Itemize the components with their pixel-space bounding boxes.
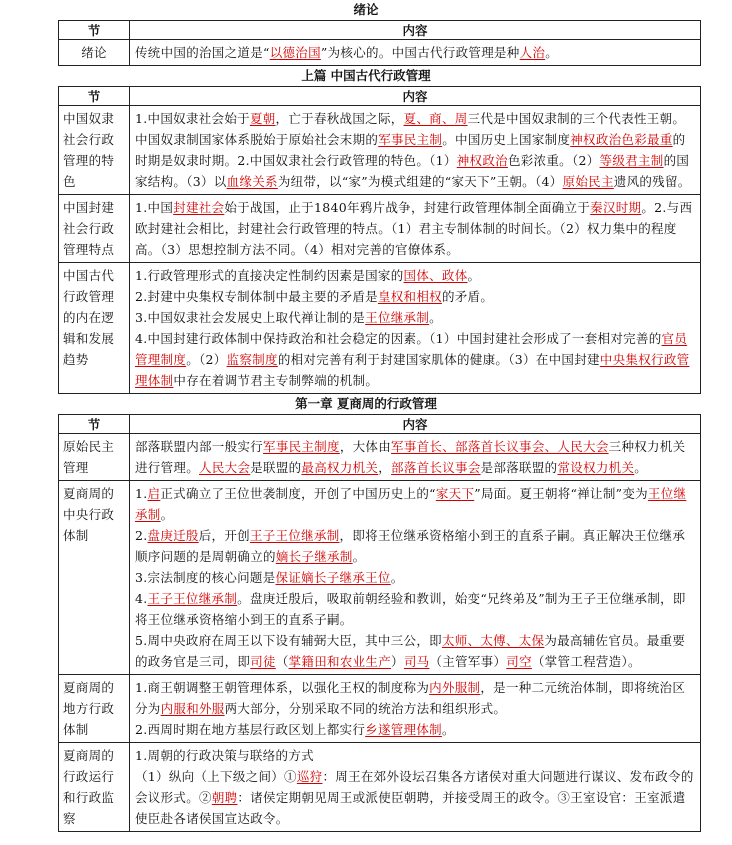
content-text: 。 <box>467 268 481 283</box>
content-paragraph <box>135 286 695 307</box>
content-paragraph <box>135 108 695 192</box>
answer-text: 司徒 <box>250 654 276 669</box>
answer-text: 封建社会 <box>173 200 225 215</box>
content-paragraph <box>135 197 695 260</box>
answer-text: 以德治国 <box>269 45 321 60</box>
table-row <box>59 106 701 195</box>
content-text: 3.宗法制度的核心问题是 <box>135 570 276 585</box>
table-header-row <box>59 87 701 106</box>
answer-text: 神权政治 <box>456 153 508 168</box>
answer-text: 朝聘 <box>211 790 238 805</box>
answer-text: 国体、政体 <box>403 268 468 283</box>
answer-text: 司马 <box>403 654 430 669</box>
content-text: 中存在着调节君主专制弊端的机制。 <box>173 373 379 388</box>
content-text: 5.周中央政府在周王以下设有辅弼大臣，其中三公，即 <box>135 633 442 648</box>
content-paragraph <box>135 307 695 328</box>
answer-text: 部落首长议事会 <box>391 460 481 475</box>
content-text: ， <box>378 460 392 475</box>
content-text: 2.封建中央集权专制体制中最主要的矛盾是 <box>135 289 378 304</box>
answer-text: 人治 <box>519 45 546 60</box>
answer-text: 人民大会 <box>199 460 251 475</box>
content-text: 后，开创 <box>198 528 250 543</box>
section-title: 第一章 夏商周的行政管理 <box>295 396 437 411</box>
table-header-row <box>59 21 701 40</box>
answer-text: 原始民主 <box>562 174 614 189</box>
content-text: 1.中国奴隶社会始于 <box>135 111 250 126</box>
answer-text: 盘庚迁殷 <box>147 528 199 543</box>
answer-text: 最高权力机关 <box>301 460 379 475</box>
answer-text: 家天下 <box>435 486 475 501</box>
table-row <box>59 434 701 481</box>
answer-text: 军事首长、部落首长议事会、人民大会 <box>391 439 609 454</box>
answer-text: 王位继承制 <box>135 486 687 522</box>
section-title: 绪论 <box>353 2 379 17</box>
content-text: （掌管工程营造）。 <box>531 654 641 669</box>
content-paragraph <box>135 588 695 630</box>
answer-text: 王子王位继承制 <box>147 591 238 606</box>
content-text: ，大体由 <box>339 439 392 454</box>
content-paragraph <box>135 483 695 525</box>
content-text: （1）纵向（上下级之间）① <box>135 769 297 784</box>
content-text: 。 <box>390 570 404 585</box>
answer-text: 乡遂管理体制 <box>365 722 442 737</box>
content-paragraph <box>135 745 695 766</box>
content-text: 3.中国奴隶社会发展史上取代禅让制的是 <box>135 310 366 325</box>
answer-text: 官员管理制度 <box>135 331 688 367</box>
section-table <box>58 414 701 832</box>
section-name: 夏商周的地方行政体制 <box>59 675 130 743</box>
column-header-content: 内容 <box>130 415 701 434</box>
column-header-content: 内容 <box>130 87 701 106</box>
section-name: 夏商周的行政运行和行政监察 <box>59 743 130 832</box>
column-header-content: 内容 <box>130 21 701 40</box>
content-text: 2. <box>135 528 148 543</box>
content-text: 传统中国的治国之道是“ <box>135 45 270 60</box>
content-text: 4.中国封建行政体制中保持政治和社会稳定的因素。（1）中国封建社会形成了一套相对完善的 <box>135 331 662 346</box>
table-row <box>59 263 701 394</box>
content-paragraph <box>135 719 695 740</box>
content-paragraph <box>135 766 695 829</box>
answer-text: 皇权和相权 <box>377 289 442 304</box>
content-text: 。（2） <box>186 352 227 367</box>
answer-text: 军事民主制 <box>378 132 443 147</box>
table-header-row <box>59 415 701 434</box>
section-table <box>58 20 701 66</box>
content-text: 。 <box>160 507 174 522</box>
answer-text: 内服和外服 <box>160 701 225 716</box>
content-text: ，是一种二元统治体制，即将统治区分为 <box>135 680 686 716</box>
content-text: 遗风的残留。 <box>613 174 691 189</box>
content-text: 。2.与西欧封建社会相比，封建社会行政管理的特点。（1）君主专制体制的时间长。（2）权力集中的程度高。（3）思想控制方法不同。（4）相对完善的官僚体系。 <box>135 200 693 257</box>
content-text: 三代是中国奴隶制的三个代表性王朝。中国奴隶制国家体系脱始于原始社会末期的 <box>135 111 686 147</box>
content-text: 的矛盾。 <box>441 289 494 304</box>
table-row <box>59 481 701 675</box>
answer-text: 嫡长子继承制 <box>275 549 353 564</box>
content-text: 。盘庚迁殷后，吸取前朝经验和教训，始变“兄终弟及”制为王子王位继承制，即将王位继承资格缩小到王的直系子嗣。 <box>135 591 686 627</box>
content-text: 。 <box>634 460 648 475</box>
answer-text: 保证嫡长子继承王位 <box>275 570 391 585</box>
answer-text: 王子王位继承制 <box>249 528 340 543</box>
content-text: ”为核心的。中国古代行政管理是种 <box>320 45 520 60</box>
content-text: 1.中国 <box>135 200 174 215</box>
answer-text: 常设权力机关 <box>557 460 635 475</box>
answer-text: 监察制度 <box>226 352 278 367</box>
content-paragraph <box>135 42 695 63</box>
section-table <box>58 86 701 394</box>
answer-text: 等级君主制 <box>599 153 664 168</box>
section-content <box>130 40 701 66</box>
answer-text: 掌籍田和农业生产 <box>288 654 392 669</box>
content-text: （ <box>275 654 289 669</box>
section-name: 夏商周的中央行政体制 <box>59 481 130 675</box>
content-text: 。中国历史上国家制度 <box>442 132 571 147</box>
section-content <box>130 743 701 832</box>
section-name: 中国奴隶社会行政管理的特色 <box>59 106 130 195</box>
answer-text: 巡狩 <box>296 769 323 784</box>
section-content <box>130 263 701 394</box>
content-paragraph <box>135 525 695 567</box>
content-text: 。 <box>429 310 442 325</box>
answer-text: 军事民主制度 <box>263 439 340 454</box>
answer-text: 秦汉时期 <box>590 200 642 215</box>
content-text: （主管军事） <box>429 654 507 669</box>
section-content <box>130 481 701 675</box>
content-text: 为最高辅佐官员。最重要的政务官是三司，即 <box>135 633 686 669</box>
answer-text: 启 <box>147 486 161 501</box>
answer-text: 血缘关系 <box>226 174 278 189</box>
answer-text: 太师、太傅、太保 <box>441 633 545 648</box>
answer-text: 神权政治色彩最重 <box>570 132 673 147</box>
content-text: 的时期是奴隶时期。2.中国奴隶社会行政管理的特色。（1） <box>135 132 686 168</box>
answer-text: 王位继承制 <box>365 310 430 325</box>
content-paragraph <box>135 630 695 672</box>
table-row <box>59 195 701 263</box>
content-text: 。 <box>545 45 559 60</box>
content-text: ”局面。夏王朝将“禅让制”变为 <box>474 486 648 501</box>
section-name: 中国封建社会行政管理特点 <box>59 195 130 263</box>
content-text: 的相对完善有利于封建国家肌体的健康。（3）在中国封建 <box>277 352 600 367</box>
content-text: 4. <box>135 591 148 606</box>
table-row <box>59 675 701 743</box>
content-paragraph <box>135 677 695 719</box>
column-header-section: 节 <box>59 415 130 434</box>
content-text: 三种权力机关进行管理。 <box>135 439 686 475</box>
table-row <box>59 40 701 66</box>
content-text: 正式确立了王位世袭制度，开创了中国历史上的“ <box>160 486 436 501</box>
content-text: ：周王在郊外设坛召集各方诸侯对重大问题进行谋议、发布政令的会议形式。② <box>135 769 694 805</box>
content-text: 是部落联盟的 <box>480 460 558 475</box>
section-content <box>130 106 701 195</box>
content-text: 。 <box>441 722 455 737</box>
content-text: 。 <box>352 549 366 564</box>
content-text: ，即将王位继承资格缩小到王的直系子嗣。真正解决王位继承顺序问题的是周朝确立的 <box>135 528 686 564</box>
section-content <box>130 675 701 743</box>
section-title: 上篇 中国古代行政管理 <box>301 68 431 83</box>
content-text: 为纽带，以“家”为模式组建的“家天下”王朝。（4） <box>277 174 563 189</box>
content-text: ） <box>391 654 404 669</box>
content-text: 的国家结构。（3）以 <box>135 153 690 189</box>
content-text: 色彩浓重。（2） <box>507 153 600 168</box>
content-text: 1.商王朝调整王朝管理体系，以强化王权的制度称为 <box>135 680 430 695</box>
content-text: 是联盟的 <box>250 460 302 475</box>
content-paragraph <box>135 265 695 286</box>
section-name: 原始民主管理 <box>59 434 130 481</box>
section-name: 绪论 <box>59 40 130 66</box>
answer-text: 司空 <box>506 654 532 669</box>
answer-text: 内外服制 <box>429 680 481 695</box>
content-paragraph <box>135 328 695 391</box>
content-text: 1. <box>135 486 148 501</box>
answer-text: 夏朝 <box>249 111 276 126</box>
table-row <box>59 743 701 832</box>
column-header-section: 节 <box>59 21 130 40</box>
content-text: 1.周朝的行政决策与联络的方式 <box>135 748 314 763</box>
content-text: ：诸侯定期朝见周王或派使臣朝聘，并接受周王的政令。③王室设官：王室派遣使臣赴各诸侯国宣达政令。 <box>135 790 686 826</box>
column-header-section: 节 <box>59 87 130 106</box>
content-text: 始于战国，止于1840年鸦片战争，封建行政管理体制全面确立于 <box>224 200 591 215</box>
section-content <box>130 434 701 481</box>
content-text: ，亡于春秋战国之际， <box>275 111 404 126</box>
content-text: 部落联盟内部一般实行 <box>135 439 264 454</box>
section-content <box>130 195 701 263</box>
content-paragraph <box>135 436 695 478</box>
content-paragraph <box>135 567 695 588</box>
content-text: 两大部分，分别采取不同的统治方法和组织形式。 <box>224 701 507 716</box>
section-name: 中国古代行政管理的内在逻辑和发展趋势 <box>59 263 130 394</box>
content-text: 1.行政管理形式的直接决定性制约因素是国家的 <box>135 268 404 283</box>
answer-text: 中央集权行政管理体制 <box>135 352 690 388</box>
content-text: 2.西周时期在地方基层行政区划上都实行 <box>135 722 366 737</box>
answer-text: 夏、商、周 <box>403 111 468 126</box>
